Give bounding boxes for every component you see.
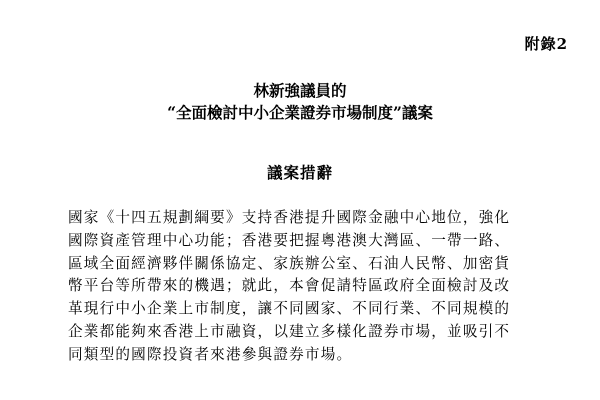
- body-line: 同類型的國際投資者來港參與證券市場。: [68, 345, 353, 363]
- body-line: 企業都能夠來香港上市融資，以建立多樣化證券市場，並吸引不: [68, 322, 511, 340]
- motion-body: [68, 207, 550, 367]
- body-line: 國際資產管理中心功能；香港要把握粵港澳大灣區、一帶一路、: [68, 231, 511, 249]
- body-line: 區域全面經濟夥伴關係協定、家族辦公室、石油人民幣、加密貨: [68, 254, 511, 272]
- body-line: 幣平台等所帶來的機遇；就此，本會促請特區政府全面檢討及改: [68, 277, 511, 295]
- title-line-motion: “全面檢討中小企業證券市場制度”議案: [167, 103, 433, 122]
- section-heading: 議案措辭: [266, 163, 333, 182]
- motion-title: [0, 80, 600, 124]
- body-line: 革現行中小企業上市制度，讓不同國家、不同行業、不同規模的: [68, 300, 511, 318]
- title-line-member: 林新強議員的: [253, 81, 347, 100]
- appendix-label: 附錄2: [524, 35, 568, 53]
- body-line: 國家《十四五規劃綱要》支持香港提升國際金融中心地位，強化: [68, 209, 511, 226]
